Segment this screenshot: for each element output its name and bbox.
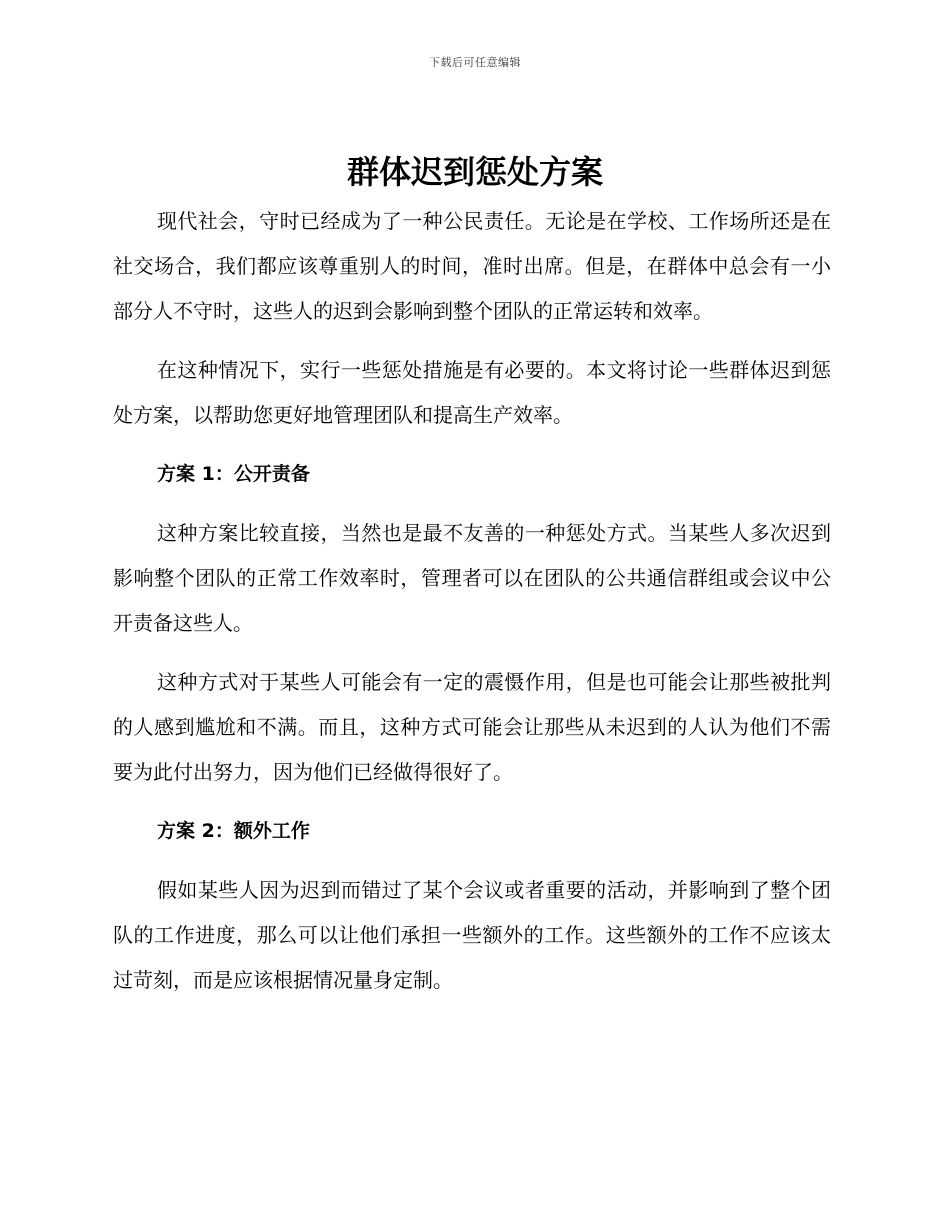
paragraph-plan-2-description: 假如某些人因为迟到而错过了某个会议或者重要的活动，并影响到了整个团队的工作进度，那么可以让他们承担一些额外的工作。这些额外的工作不应该太过苛刻，而是应该根据情况量身定制。 <box>113 878 831 992</box>
document-title: 群体迟到惩处方案 <box>346 153 603 191</box>
paragraph-intro: 现代社会，守时已经成为了一种公民责任。无论是在学校、工作场所还是在社交场合，我们都应该尊重别人的时间，准时出席。但是，在群体中总会有一小部分人不守时，这些人的迟到会影响到整个团队的正常运转和效率。 <box>113 209 831 323</box>
paragraph-plan-1-description: 这种方案比较直接，当然也是最不友善的一种惩处方式。当某些人多次迟到影响整个团队的正常工作效率时，管理者可以在团队的公共通信群组或会议中公开责备这些人。 <box>113 521 831 635</box>
paragraph-purpose: 在这种情况下，实行一些惩处措施是有必要的。本文将讨论一些群体迟到惩处方案，以帮助您更好地管理团队和提高生产效率。 <box>113 358 831 427</box>
paragraph-plan-1-effects: 这种方式对于某些人可能会有一定的震慑作用，但是也可能会让那些被批判的人感到尴尬和不满。而且，这种方式可能会让那些从未迟到的人认为他们不需要为此付出努力，因为他们已经做得很好了。 <box>113 670 831 784</box>
section-heading-plan-2: 方案 2：额外工作 <box>157 820 310 842</box>
section-heading-plan-1: 方案 1：公开责备 <box>157 463 310 485</box>
document-body <box>113 199 831 1003</box>
header-note: 下载后可任意编辑 <box>429 56 521 69</box>
